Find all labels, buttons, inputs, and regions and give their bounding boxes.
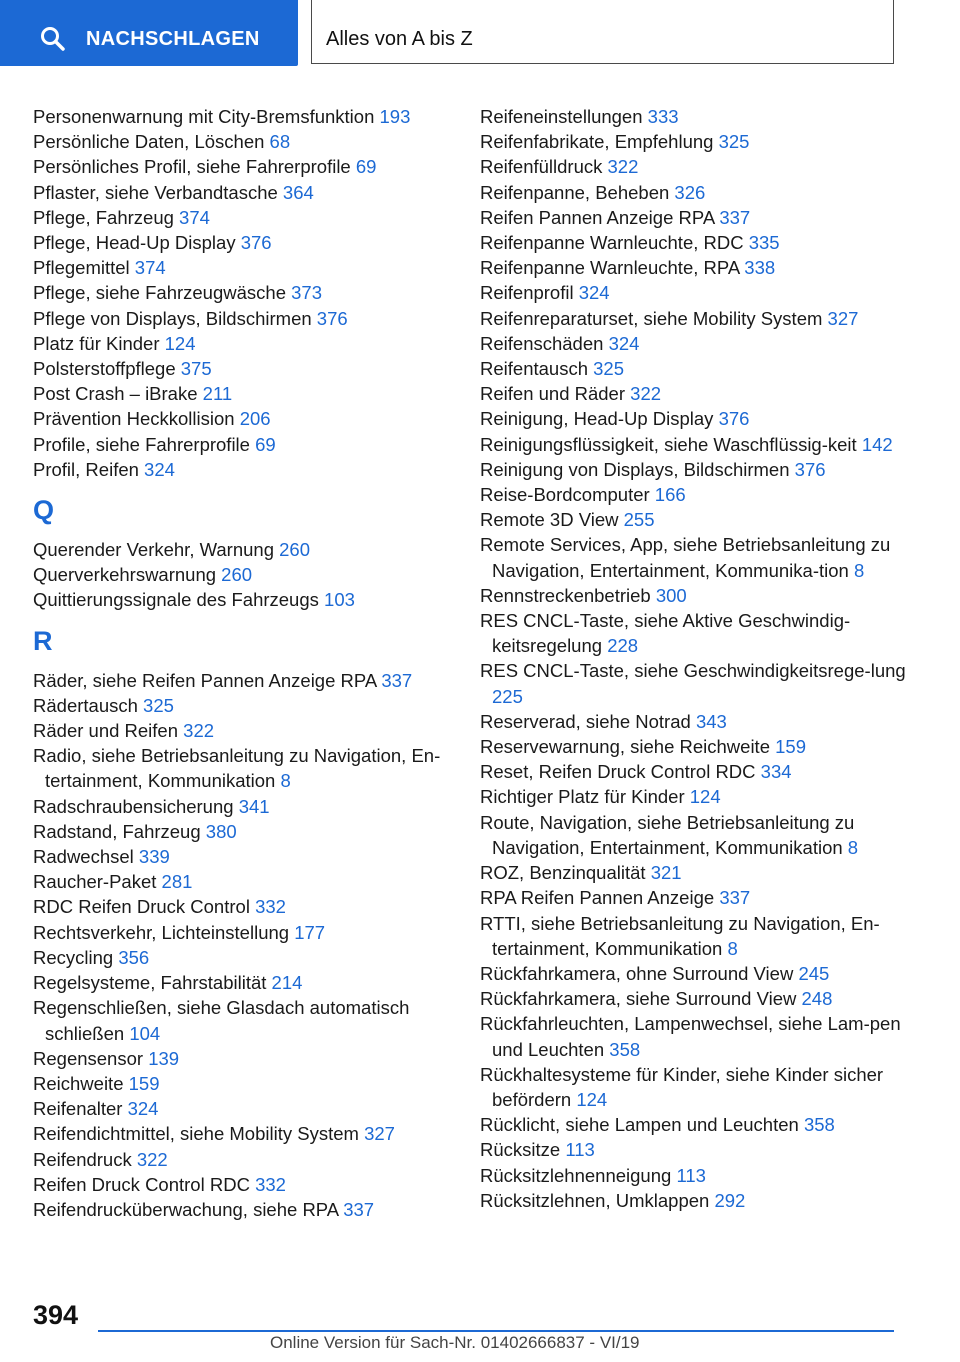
page-link[interactable]: 337: [719, 887, 751, 909]
index-entry-text: Pflege, Head-Up Display: [33, 232, 236, 254]
index-entry-text: Remote 3D View: [480, 509, 619, 531]
index-entry-text: Reinigung, Head-Up Display: [480, 408, 714, 430]
index-entry: [33, 104, 453, 129]
index-entry: [33, 129, 453, 154]
index-entry: [33, 1046, 453, 1071]
page-link[interactable]: 356: [118, 946, 150, 968]
index-entry-text: Rücksitzlehnen, Umklappen: [480, 1189, 710, 1211]
index-entry-text: Polsterstoffpflege: [33, 358, 176, 380]
page-link[interactable]: 255: [623, 509, 655, 531]
index-entry-text: Reifenpanne, Beheben: [480, 181, 670, 203]
search-icon: [40, 26, 66, 52]
index-entry-text: Reifen Druck Control RDC: [33, 1173, 250, 1195]
index-entry-text: Rücksitzlehnenneigung: [480, 1164, 672, 1186]
index-entry-text: Radwechsel: [33, 846, 134, 868]
index-entry-text: Querverkehrswarnung: [33, 564, 217, 586]
page-link[interactable]: 322: [630, 383, 662, 405]
index-entry-text: Reservewarnung, siehe Reichweite: [480, 736, 770, 758]
index-entry: [480, 306, 910, 331]
index-entry: [33, 180, 453, 205]
page-link[interactable]: 124: [576, 1088, 608, 1110]
footer-version: Online Version für Sach-Nr. 01402666837 - VI/19: [270, 1333, 640, 1352]
index-entry: [33, 331, 453, 356]
index-entry-text: Persönliche Daten, Löschen: [33, 131, 265, 153]
page-link[interactable]: 8: [280, 770, 291, 792]
index-entry: [480, 507, 910, 532]
page-link[interactable]: 324: [608, 332, 640, 354]
index-entry: [480, 709, 910, 734]
index-entry: [480, 1163, 910, 1188]
index-entry: [480, 532, 910, 582]
page-link[interactable]: 374: [134, 257, 166, 279]
index-entry: [33, 306, 453, 331]
index-entry: [33, 1197, 453, 1222]
index-entry-text: Profil, Reifen: [33, 458, 139, 480]
index-entry-text: Regelsysteme, Fahrstabilität: [33, 972, 267, 994]
index-entry-text: Reifendichtmittel, siehe Mobility System: [33, 1123, 359, 1145]
index-entry: [33, 970, 453, 995]
page-link[interactable]: 332: [255, 896, 286, 918]
index-entry-text: Regenschließen, siehe Glasdach automatisch schließen: [33, 997, 410, 1044]
page-link[interactable]: 193: [379, 106, 411, 127]
search-tab-label: NACHSCHLAGEN: [86, 28, 260, 50]
index-entry: [33, 894, 453, 919]
section-title-box: [311, 0, 894, 64]
page-link[interactable]: 327: [364, 1123, 395, 1145]
index-entry: [480, 658, 910, 708]
page-link[interactable]: 245: [798, 962, 830, 984]
index-entry-text: Quittierungssignale des Fahrzeugs: [33, 589, 319, 611]
page-link[interactable]: 322: [607, 156, 639, 178]
page-link[interactable]: 177: [294, 921, 326, 943]
index-entry: [33, 995, 453, 1045]
index-entry-text: Reifenschäden: [480, 332, 604, 354]
index-entry-text: Remote Services, App, siehe Betriebsanleitung zu Navigation, Entertainment, Kommunika-tion: [480, 534, 891, 581]
index-entry: [33, 794, 453, 819]
index-entry-text: Reset, Reifen Druck Control RDC: [480, 761, 756, 783]
index-entry-text: Radio, siehe Betriebsanleitung zu Navigation, En-tertainment, Kommunikation: [33, 745, 441, 792]
index-entry-text: Reise-Bordcomputer: [480, 484, 650, 506]
index-entry: [33, 718, 453, 743]
index-entry-text: Platz für Kinder: [33, 332, 160, 354]
index-entry: [33, 205, 453, 230]
index-entry-text: Prävention Heckkollision: [33, 408, 235, 430]
page-link[interactable]: 103: [324, 589, 355, 611]
index-entry: [33, 844, 453, 869]
index-entry: [33, 537, 453, 562]
page-link[interactable]: 69: [255, 433, 276, 455]
page-link[interactable]: 159: [128, 1072, 160, 1094]
page-link[interactable]: 326: [674, 181, 706, 203]
index-letter-heading: Q: [33, 495, 55, 526]
page-link[interactable]: 228: [607, 635, 639, 657]
page-link[interactable]: 322: [136, 1148, 168, 1170]
index-entry: [33, 945, 453, 970]
index-entry: [33, 230, 453, 255]
page-link[interactable]: 380: [205, 820, 237, 842]
page-link[interactable]: 260: [221, 564, 253, 586]
page-link[interactable]: 339: [138, 846, 170, 868]
index-entry-text: RPA Reifen Pannen Anzeige: [480, 887, 715, 909]
section-title: Alles von A bis Z: [326, 28, 473, 50]
page-link[interactable]: 292: [714, 1189, 746, 1211]
page-link[interactable]: 376: [718, 408, 750, 430]
page-link[interactable]: 325: [143, 694, 174, 716]
page-link[interactable]: 337: [381, 669, 413, 691]
index-entry: [33, 406, 453, 431]
page-link[interactable]: 8: [727, 937, 738, 959]
index-entry: [480, 734, 910, 759]
index-entry: [33, 693, 453, 718]
page-link[interactable]: 334: [760, 761, 792, 783]
index-entry-text: Reifeneinstellungen: [480, 106, 643, 127]
page-link[interactable]: 325: [593, 358, 624, 380]
index-entry-text: RTTI, siehe Betriebsanleitung zu Navigation, En-tertainment, Kommunikation: [480, 912, 880, 959]
page-link[interactable]: 324: [144, 458, 175, 480]
index-entry: [480, 230, 910, 255]
index-entry: [33, 356, 453, 381]
page-link[interactable]: 281: [161, 871, 193, 893]
index-entry-text: Reifenfülldruck: [480, 156, 603, 178]
page-link[interactable]: 337: [719, 206, 751, 228]
index-entry: [480, 583, 910, 608]
index-entry: [480, 1112, 910, 1137]
index-entry: [480, 255, 910, 280]
page-link[interactable]: 248: [801, 988, 833, 1010]
index-entry: [480, 885, 910, 910]
index-entry: [480, 860, 910, 885]
index-entry-text: Profile, siehe Fahrerprofile: [33, 433, 250, 455]
index-entry-text: Pflaster, siehe Verbandtasche: [33, 181, 278, 203]
index-entry: [480, 1062, 910, 1112]
index-entry: [480, 205, 910, 230]
index-entry: [33, 457, 453, 482]
index-entry: [33, 280, 453, 305]
page-link[interactable]: 142: [861, 433, 893, 455]
page-link[interactable]: 68: [269, 131, 291, 153]
index-entry: [480, 961, 910, 986]
index-entry-text: Reifendrucküberwachung, siehe RPA: [33, 1198, 339, 1220]
index-entry-text: Querender Verkehr, Warnung: [33, 539, 274, 561]
index-entry-text: Richtiger Platz für Kinder: [480, 786, 685, 808]
page-link[interactable]: 375: [180, 358, 212, 380]
header: [0, 0, 960, 66]
page-link[interactable]: 69: [355, 156, 377, 178]
search-tab[interactable]: [0, 0, 298, 66]
page-link[interactable]: 358: [803, 1114, 835, 1136]
page-link[interactable]: 321: [650, 862, 682, 884]
page-link[interactable]: 373: [291, 282, 322, 304]
index-entry-text: Pflege, siehe Fahrzeugwäsche: [33, 282, 286, 304]
index-entry: [480, 406, 910, 431]
index-entry-text: Reinigungsflüssigkeit, siehe Waschflüssig-keit: [480, 433, 857, 455]
page-link[interactable]: 358: [609, 1038, 641, 1060]
page-link[interactable]: 211: [202, 383, 233, 405]
index-entry: [33, 381, 453, 406]
index-entry: [480, 1188, 910, 1213]
index-entry-text: Reifendruck: [33, 1148, 132, 1170]
index-entry: [33, 1121, 453, 1146]
index-entry: [480, 331, 910, 356]
index-column-right: [480, 104, 910, 1213]
page-link[interactable]: 113: [676, 1164, 706, 1186]
page-link[interactable]: 335: [748, 232, 780, 254]
index-entry: [480, 129, 910, 154]
index-entry-text: RDC Reifen Druck Control: [33, 896, 250, 918]
index-entry-text: RES CNCL-Taste, siehe Geschwindigkeitsrege-lung: [480, 660, 906, 682]
index-entry-text: Rückfahrkamera, siehe Surround View: [480, 988, 797, 1010]
page-link[interactable]: 124: [164, 332, 196, 354]
index-entry-text: Räder und Reifen: [33, 720, 179, 742]
page-link[interactable]: 166: [654, 484, 686, 506]
index-entry-text: Rechtsverkehr, Lichteinstellung: [33, 921, 290, 943]
index-entry-text: Reifenpanne Warnleuchte, RDC: [480, 232, 744, 254]
index-entry-text: ROZ, Benzinqualität: [480, 862, 646, 884]
index-entry: [480, 608, 910, 658]
index-entry: [480, 104, 910, 129]
index-entry-text: Rücksitze: [480, 1139, 561, 1161]
index-entry: [33, 869, 453, 894]
page-link[interactable]: 337: [343, 1198, 375, 1220]
page-link[interactable]: 159: [775, 736, 806, 758]
page-link[interactable]: 260: [279, 539, 310, 561]
index-entry: [480, 911, 910, 961]
index-entry-text: Post Crash – iBrake: [33, 383, 198, 405]
index-entry: [33, 668, 453, 693]
page-link[interactable]: 104: [129, 1022, 161, 1044]
index-entry-text: Recycling: [33, 946, 114, 968]
index-entry-text: Reifen und Räder: [480, 383, 626, 405]
page-link[interactable]: 338: [744, 257, 776, 279]
index-entry-text: Rückfahrkamera, ohne Surround View: [480, 962, 794, 984]
page-link[interactable]: 225: [492, 685, 523, 707]
index-entry-text: Rücklicht, siehe Lampen und Leuchten: [480, 1114, 799, 1136]
index-entry: [33, 1096, 453, 1121]
index-entry-text: Rückfahrleuchten, Lampenwechsel, siehe Lam-pen und Leuchten: [480, 1013, 901, 1060]
page-link[interactable]: 206: [239, 408, 271, 430]
page-link[interactable]: 124: [689, 786, 721, 808]
index-entry: [33, 1172, 453, 1197]
page-link[interactable]: 300: [655, 584, 687, 606]
index-entry-text: Reifenprofil: [480, 282, 574, 304]
index-entry-text: Personenwarnung mit City-Bremsfunktion: [33, 106, 375, 127]
page-link[interactable]: 341: [238, 795, 270, 817]
page-link[interactable]: 324: [127, 1098, 159, 1120]
page-link[interactable]: 322: [183, 720, 215, 742]
index-entry: [480, 1137, 910, 1162]
page-link[interactable]: 364: [282, 181, 314, 203]
page-link[interactable]: 214: [271, 972, 303, 994]
index-entry-text: Pflege, Fahrzeug: [33, 206, 174, 228]
index-entry-text: Reifen Pannen Anzeige RPA: [480, 206, 715, 228]
index-entry-text: RES CNCL-Taste, siehe Aktive Geschwindig-keitsregelung: [480, 610, 851, 657]
index-entry: [33, 432, 453, 457]
page-link[interactable]: 8: [847, 836, 859, 858]
page-link[interactable]: 324: [578, 282, 610, 304]
index-entry-text: Persönliches Profil, siehe Fahrerprofile: [33, 156, 351, 178]
page-link[interactable]: 327: [827, 307, 859, 329]
index-entry-text: Rädertausch: [33, 694, 138, 716]
index-entry: [480, 810, 910, 860]
index-entry-text: Pflege von Displays, Bildschirmen: [33, 307, 312, 329]
index-entry: [33, 819, 453, 844]
index-entry-text: Pflegemittel: [33, 257, 130, 279]
index-entry-text: Reifenfabrikate, Empfehlung: [480, 131, 714, 153]
index-entry: [480, 482, 910, 507]
index-entry: [33, 1147, 453, 1172]
index-entry-text: Räder, siehe Reifen Pannen Anzeige RPA: [33, 669, 377, 691]
index-entry: [33, 587, 453, 612]
index-entry-text: Rennstreckenbetrieb: [480, 584, 651, 606]
page-link[interactable]: 325: [718, 131, 750, 153]
index-entry: [480, 280, 910, 305]
page-link[interactable]: 376: [240, 232, 272, 254]
footer-divider: [98, 1330, 894, 1332]
index-entry-text: Reinigung von Displays, Bildschirmen: [480, 458, 790, 480]
index-entry: [480, 154, 910, 179]
page-link[interactable]: 343: [695, 710, 727, 732]
page-link[interactable]: 8: [853, 559, 865, 581]
index-entry: [480, 759, 910, 784]
index-entry-text: Raucher-Paket: [33, 871, 157, 893]
index-column-left: [33, 104, 453, 1222]
index-entry-text: Radschraubensicherung: [33, 795, 234, 817]
index-entry: [33, 255, 453, 280]
index-entry: [480, 784, 910, 809]
page-link[interactable]: 376: [794, 458, 826, 480]
index-entry-text: Reifenpanne Warnleuchte, RPA: [480, 257, 740, 279]
index-entry: [480, 986, 910, 1011]
index-entry: [33, 562, 453, 587]
index-entry-text: Rückhaltesysteme für Kinder, siehe Kinder sicher befördern: [480, 1063, 884, 1110]
index-entry-text: Route, Navigation, siehe Betriebsanleitung zu Navigation, Entertainment, Kommunikation: [480, 811, 855, 858]
page-number: 394: [33, 1300, 79, 1330]
index-entry: [480, 356, 910, 381]
page-link[interactable]: 333: [647, 106, 679, 127]
index-entry-text: Reifenalter: [33, 1098, 123, 1120]
index-entry: [33, 920, 453, 945]
index-entry: [480, 180, 910, 205]
index-entry: [480, 1011, 910, 1061]
index-entry: [33, 154, 453, 179]
index-entry: [480, 432, 910, 457]
page-link[interactable]: 376: [316, 307, 348, 329]
index-entry: [33, 743, 453, 793]
page-link[interactable]: 332: [255, 1173, 286, 1195]
index-letter-heading: R: [33, 625, 53, 656]
page-link[interactable]: 139: [148, 1047, 180, 1069]
index-entry: [480, 381, 910, 406]
index-entry-text: Reifentausch: [480, 358, 588, 380]
index-entry-text: Regensensor: [33, 1047, 144, 1069]
index-entry: [480, 457, 910, 482]
index-entry-text: Reifenreparaturset, siehe Mobility System: [480, 307, 823, 329]
index-entry: [33, 1071, 453, 1096]
index-entry-text: Radstand, Fahrzeug: [33, 820, 201, 842]
index-entry-text: Reserverad, siehe Notrad: [480, 710, 691, 732]
page-link[interactable]: 374: [179, 206, 210, 228]
index-entry-text: Reichweite: [33, 1072, 124, 1094]
page-link[interactable]: 113: [565, 1139, 595, 1161]
